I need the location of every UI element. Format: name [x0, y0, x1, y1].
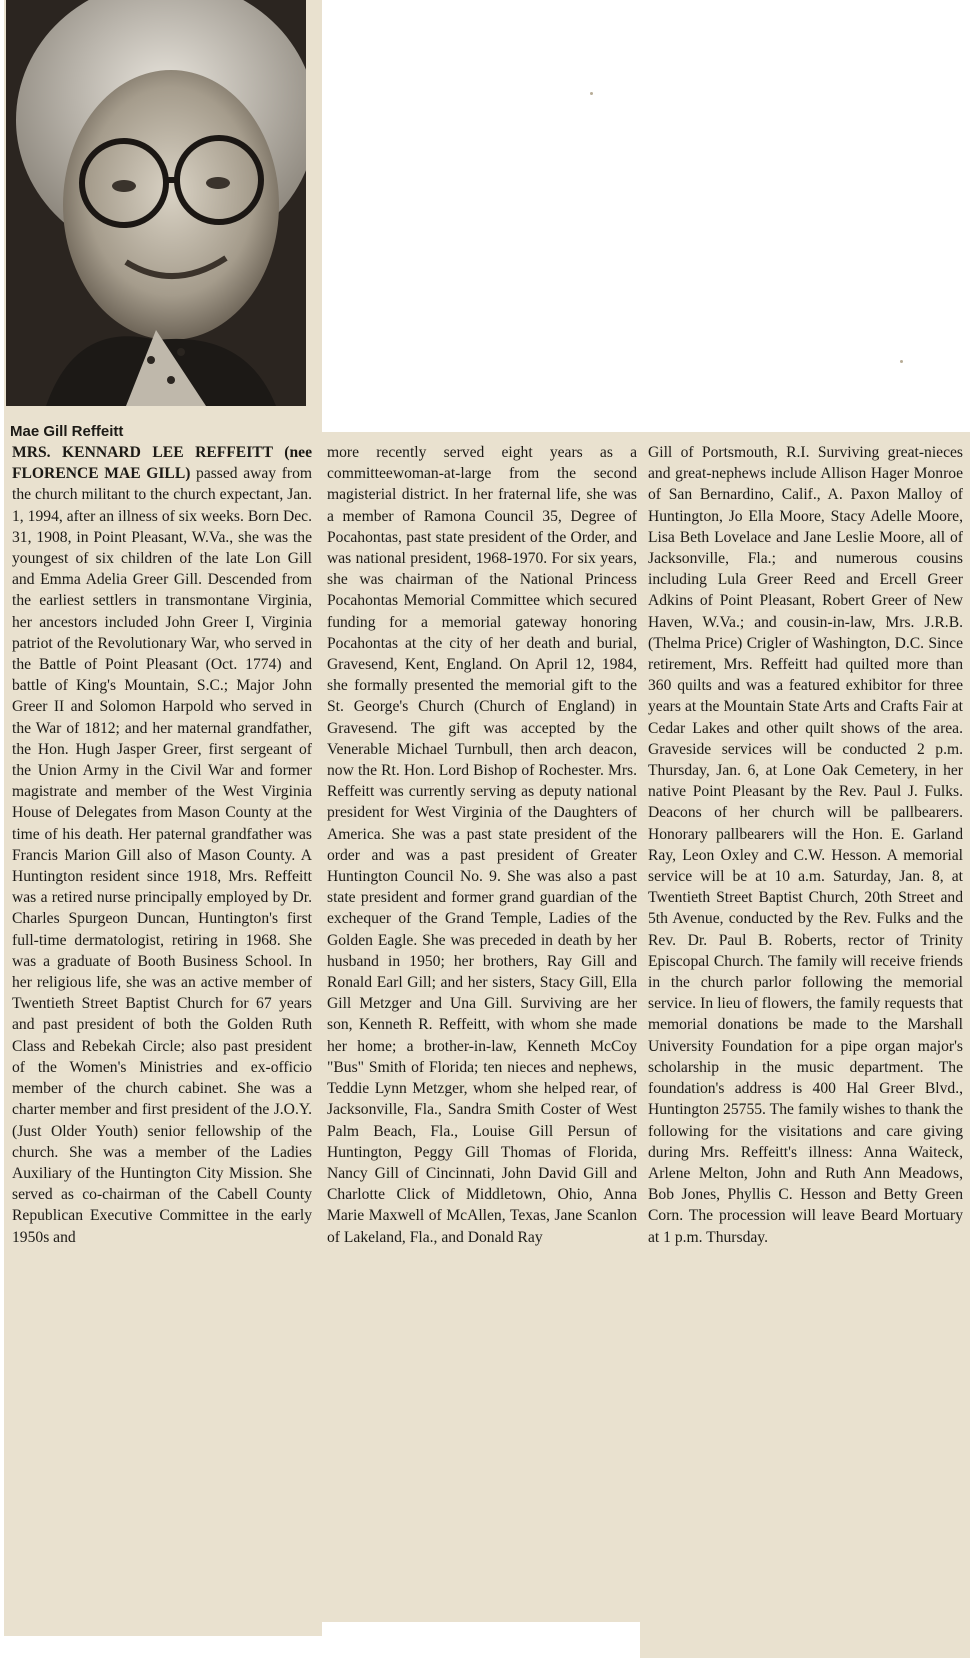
text-column-2	[327, 442, 637, 1248]
lead-name: MRS. KENNARD LEE REFFEITT (nee FLORENCE MAE GILL)	[12, 444, 312, 483]
text-column-1	[12, 442, 312, 1248]
paper-speck	[900, 360, 903, 363]
portrait-photo	[6, 0, 306, 406]
obituary-headline: Mae Gill Reffeitt	[10, 423, 124, 440]
column-1-body: passed away from the church militant to the church expectant, Jan. 1, 1994, after an illness of six weeks. Born Dec. 31, 1908, in Point Pleasant, W.Va., she was the youngest of six children of the late Lon Gill and Emma Adelia Greer Gill. Descended from the earliest settlers in transmontane Virginia, her ancestors included John Greer I, Virginia patriot of the Revolutionary War, who served in the Battle of Point Pleasant (Oct. 1774) and battle of King's Mountain, S.C.; Major John Greer II and Solomon Harpold who served in the War of 1812; and her maternal grandfather, the Hon. Hugh Jasper Greer, first sergeant of the Union Army in the Civil War and former magistrate and member of the West Virginia House of Delegates from Mason County at the time of his death. Her paternal grandfather was Francis Marion Gill also of Mason County. A Huntington resident since 1918, Mrs. Reffeitt was a retired nurse principally employed by Dr. Charles Spurgeon Duncan, Huntington's first full-time dermatologist, retiring in 1968. She was a graduate of Booth Business School. In her religious life, she was an active member of Twentieth Street Baptist Church for 67 years and past president of both the Golden Ruth Class and Rebekah Circle; also past president of the Women's Ministries and ex-officio member of the church cabinet. She was a charter member and first president of the J.O.Y. (Just Older Youth) senior fellowship of the church. She was a member of the Ladies Auxiliary of the Huntington City Mission. She served as co-chairman of the Cabell County Republican Executive Committee in the early 1950s and	[12, 465, 313, 1246]
paper-speck	[590, 92, 593, 95]
text-column-3	[648, 442, 963, 1248]
column-2-body: more recently served eight years as a committeewoman-at-large from the second magisterial district. In her fraternal life, she was a member of Ramona Council 35, Degree of Pocahontas, past state president of the Order, and was national president, 1968-1970. For six years, she was chairman of the National Princess Pocahontas Memorial Committee which secured funding for a memorial gateway honoring Pocahontas at the city of her death and burial, Gravesend, Kent, England. On April 12, 1984, she formally presented the memorial gift to the St. George's Church (Church of England) in Gravesend. The gift was accepted by the Venerable Michael Turnbull, then arch deacon, now the Rt. Hon. Lord Bishop of Rochester. Mrs. Reffeitt was currently serving as deputy national president for West Virginia of the Daughters of America. She was a past state president of the order and was a past president of Greater Huntington Council No. 9. She was also a past state president and former grand guardian of the exchequer of the Grand Temple, Ladies of the Golden Eagle. She was preceded in death by her husband in 1950; her brothers, Ray Gill and Ronald Earl Gill; and her sisters, Stacy Gill, Ella Gill Metzger and Una Gill. Surviving are her son, Kenneth R. Reffeitt, with whom she made her home; a brother-in-law, Kenneth McCoy "Bus" Smith of Florida; ten nieces and nephews, Teddie Lynn Metzger, whom she helped rear, of Jacksonville, Fla., Sandra Smith Coster of West Palm Beach, Fla., Louise Gill Persun of Huntington, Peggy Gill Thomas of Florida, Nancy Gill of Cincinnati, John David Gill and Charlotte Click of Middletown, Ohio, Anna Marie Maxwell of McAllen, Texas, Jane Scanlon of Lakeland, Fla., and Donald Ray	[327, 444, 637, 1246]
column-3-body: Gill of Portsmouth, R.I. Surviving great-nieces and great-nephews include Allison Hager Monroe of San Bernardino, Calif., A. Paxon Malloy of Huntington, Jo Ella Moore, Stacy Adelle Moore, Lisa Beth Lovelace and Jane Leslie Moore, all of Jacksonville, Fla.; and numerous cousins including Lula Greer Reed and Ercell Greer Adkins of Point Pleasant, Robert Greer of New Haven, W.Va.; and cousin-in-law, Mrs. J.R.B. (Thelma Price) Crigler of Washington, D.C. Since retirement, Mrs. Reffeitt had quilted more than 360 quilts and was a featured exhibitor for three years at the Mountain State Arts and Crafts Fair at Cedar Lakes and other quilt shows of the area. Graveside services will be conducted 2 p.m. Thursday, Jan. 6, at Lone Oak Cemetery, in her native Point Pleasant by the Rev. Paul J. Fulks. Deacons of her church will be pallbearers. Honorary pallbearers will the Hon. E. Garland Ray, Leon Oxley and C.W. Hesson. A memorial service will be at 10 a.m. Saturday, Jan. 8, at Twentieth Street Baptist Church, 20th Street and 5th Avenue, conducted by the Rev. Fulks and the Rev. Dr. Paul B. Roberts, rector of Trinity Episcopal Church. The family will receive friends in the church parlor following the memorial service. In lieu of flowers, the family requests that memorial donations be made to the Marshall University Foundation for a pipe organ major's scholarship in the music department. The foundation's address is 400 Hal Greer Blvd., Huntington 25755. The family wishes to thank the following for the visitations and care giving during Mrs. Reffeitt's illness: Anna Waiteck, Arlene Melton, John and Ruth Ann Meadows, Bob Jones, Phyllis C. Hesson and Betty Green Corn. The procession will leave Beard Mortuary at 1 p.m. Thursday.	[648, 444, 963, 1246]
